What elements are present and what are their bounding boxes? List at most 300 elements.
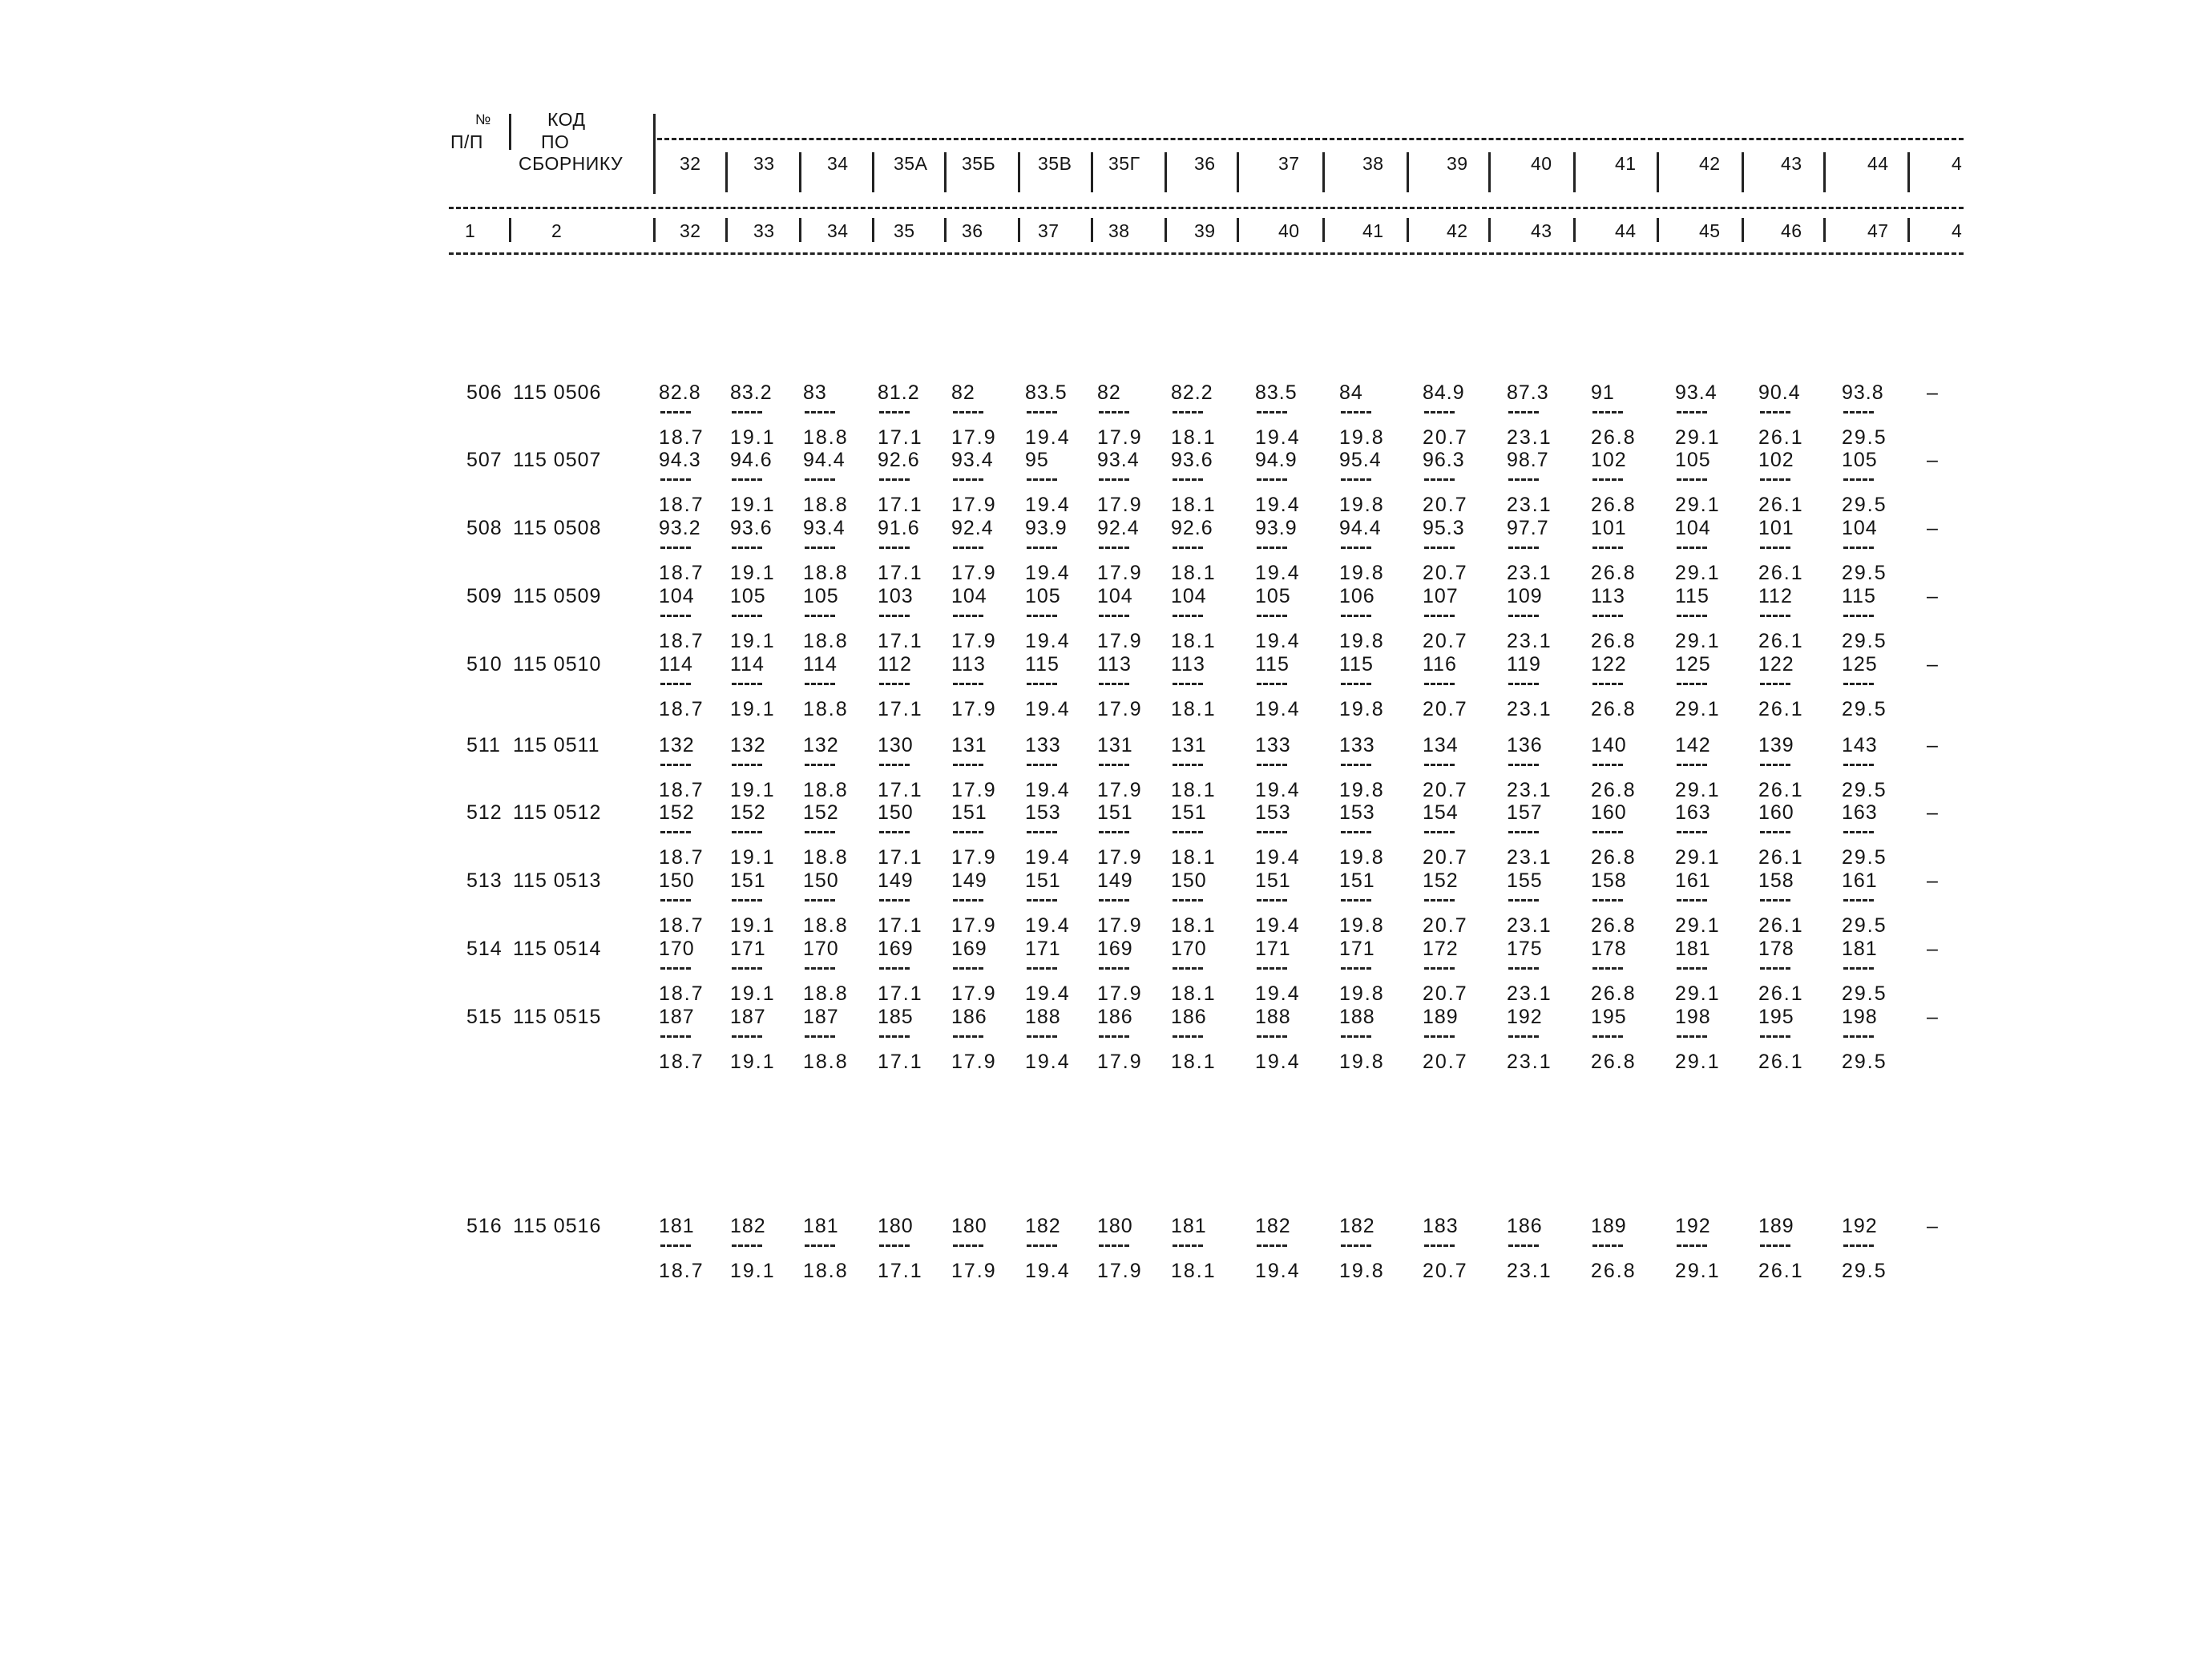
header-numcol-divider [1907, 218, 1910, 242]
cell-denominator: 18.1 [1171, 426, 1217, 449]
header-col-divider [1488, 152, 1491, 192]
fraction-line [732, 831, 762, 833]
fraction-line [1760, 764, 1790, 766]
cell-value: 195 [1591, 1006, 1627, 1028]
cell-value: 133 [1025, 734, 1061, 756]
fraction-line [1843, 478, 1874, 481]
fraction-line [1341, 899, 1371, 902]
cell-value: 131 [951, 734, 987, 756]
cell-value: 102 [1758, 449, 1794, 471]
cell-denominator: 19.4 [1255, 982, 1301, 1005]
cell-value: 169 [951, 938, 987, 960]
cell-denominator: 19.4 [1025, 1260, 1071, 1282]
cell-value: 84 [1339, 381, 1363, 404]
cell-value: 180 [878, 1215, 914, 1237]
cell-denominator: 20.7 [1423, 982, 1468, 1005]
cell-denominator: 19.4 [1255, 846, 1301, 869]
fraction-line [660, 683, 691, 685]
fraction-line [1424, 1035, 1455, 1038]
cell-value: 105 [1025, 585, 1061, 607]
header-col-7: 36 [1194, 153, 1216, 174]
cell-value: 93.4 [1675, 381, 1718, 404]
row-tail: – [1927, 585, 1938, 607]
fraction-line [1508, 478, 1539, 481]
cell-value: 158 [1758, 869, 1794, 892]
fraction-line [1843, 547, 1874, 549]
fraction-line [1843, 411, 1874, 413]
cell-value: 112 [1758, 585, 1793, 607]
header-col-divider [1237, 152, 1239, 192]
fraction-line [805, 764, 835, 766]
cell-denominator: 29.1 [1675, 426, 1721, 449]
cell-denominator: 23.1 [1507, 562, 1552, 584]
cell-denominator: 29.5 [1842, 779, 1887, 801]
cell-denominator: 17.9 [1097, 1051, 1143, 1073]
cell-value: 151 [730, 869, 766, 892]
header-numcol-6: 38 [1108, 220, 1130, 241]
cell-value: 130 [878, 734, 914, 756]
cell-value: 113 [1097, 653, 1132, 676]
header-col-9: 38 [1362, 153, 1384, 174]
fraction-line [953, 683, 983, 685]
cell-denominator: 18.1 [1171, 562, 1217, 584]
cell-value: 82 [1097, 381, 1121, 404]
fraction-line [1424, 411, 1455, 413]
cell-denominator: 29.5 [1842, 982, 1887, 1005]
cell-value: 125 [1842, 653, 1878, 676]
fraction-line [805, 899, 835, 902]
row-number: 512 [466, 801, 503, 824]
cell-value: 187 [659, 1006, 695, 1028]
cell-denominator: 23.1 [1507, 1260, 1552, 1282]
cell-value: 195 [1758, 1006, 1794, 1028]
cell-denominator: 19.4 [1255, 494, 1301, 516]
fraction-line [1099, 967, 1129, 970]
cell-value: 97.7 [1507, 517, 1549, 539]
cell-value: 90.4 [1758, 381, 1801, 404]
cell-denominator: 19.1 [730, 1051, 776, 1073]
cell-denominator: 19.4 [1025, 494, 1071, 516]
cell-denominator: 26.1 [1758, 494, 1804, 516]
header-numcol-divider [1322, 218, 1325, 242]
fraction-line [1341, 967, 1371, 970]
cell-value: 104 [659, 585, 695, 607]
cell-denominator: 20.7 [1423, 630, 1468, 652]
cell-denominator: 19.4 [1025, 630, 1071, 652]
fraction-line [732, 1244, 762, 1247]
cell-value: 154 [1423, 801, 1459, 824]
header-divider [509, 218, 511, 242]
header-numcol-divider [1237, 218, 1239, 242]
fraction-line [879, 547, 910, 549]
cell-value: 83.5 [1025, 381, 1068, 404]
row-code: 115 0506 [513, 381, 602, 404]
cell-value: 171 [730, 938, 766, 960]
cell-denominator: 19.4 [1025, 914, 1071, 937]
header-numcol-divider [1018, 218, 1020, 242]
fraction-line [660, 967, 691, 970]
cell-value: 91.6 [878, 517, 920, 539]
cell-value: 98.7 [1507, 449, 1549, 471]
fraction-line [1341, 1035, 1371, 1038]
fraction-line [1099, 831, 1129, 833]
cell-value: 109 [1507, 585, 1543, 607]
row-number: 506 [466, 381, 503, 404]
fraction-line [660, 478, 691, 481]
header-divider [653, 114, 656, 194]
cell-denominator: 18.1 [1171, 914, 1217, 937]
cell-denominator: 19.4 [1025, 562, 1071, 584]
cell-denominator: 18.1 [1171, 1260, 1217, 1282]
row-tail: – [1927, 381, 1938, 404]
cell-denominator: 29.1 [1675, 982, 1721, 1005]
header-numcol-5: 37 [1038, 220, 1060, 241]
fraction-line [1027, 547, 1057, 549]
col-number-label: № [475, 111, 491, 127]
cell-value: 182 [1339, 1215, 1375, 1237]
fraction-line [1677, 478, 1707, 481]
fraction-line [953, 1035, 983, 1038]
fraction-line [660, 615, 691, 617]
cell-value: 101 [1758, 517, 1794, 539]
cell-denominator: 26.8 [1591, 562, 1637, 584]
cell-denominator: 29.5 [1842, 494, 1887, 516]
fraction-line [1257, 683, 1287, 685]
cell-denominator: 19.1 [730, 562, 776, 584]
cell-value: 192 [1842, 1215, 1878, 1237]
cell-value: 183 [1423, 1215, 1459, 1237]
cell-denominator: 29.5 [1842, 562, 1887, 584]
fraction-line [1508, 1035, 1539, 1038]
fraction-line [1677, 547, 1707, 549]
cell-denominator: 19.4 [1255, 562, 1301, 584]
fraction-line [1424, 615, 1455, 617]
cell-denominator: 17.9 [951, 914, 997, 937]
cell-value: 189 [1591, 1215, 1627, 1237]
cell-value: 151 [1025, 869, 1061, 892]
fraction-line [1027, 683, 1057, 685]
header-col-divider [1165, 152, 1167, 192]
fraction-line [660, 899, 691, 902]
cell-value: 131 [1171, 734, 1207, 756]
cell-value: 107 [1423, 585, 1459, 607]
cell-value: 198 [1675, 1006, 1711, 1028]
cell-value: 94.9 [1255, 449, 1298, 471]
header-rule [449, 207, 1964, 209]
fraction-line [1099, 615, 1129, 617]
cell-value: 189 [1758, 1215, 1794, 1237]
cell-value: 104 [1171, 585, 1207, 607]
cell-value: 113 [1171, 653, 1205, 676]
fraction-line [1677, 1244, 1707, 1247]
cell-denominator: 23.1 [1507, 1051, 1552, 1073]
cell-value: 157 [1507, 801, 1543, 824]
cell-denominator: 29.1 [1675, 630, 1721, 652]
cell-value: 149 [878, 869, 914, 892]
cell-value: 93.2 [659, 517, 701, 539]
fraction-line [1843, 1035, 1874, 1038]
cell-denominator: 18.1 [1171, 779, 1217, 801]
cell-value: 115 [1255, 653, 1290, 676]
cell-denominator: 17.1 [878, 630, 923, 652]
fraction-line [805, 683, 835, 685]
row-tail: – [1927, 869, 1938, 892]
fraction-line [879, 683, 910, 685]
fraction-line [805, 547, 835, 549]
cell-value: 115 [1842, 585, 1876, 607]
fraction-line [1677, 615, 1707, 617]
fraction-line [953, 411, 983, 413]
fraction-line [1027, 478, 1057, 481]
cell-denominator: 26.8 [1591, 698, 1637, 720]
cell-value: 188 [1339, 1006, 1375, 1028]
fraction-line [953, 764, 983, 766]
cell-denominator: 18.8 [803, 1260, 849, 1282]
header-numcol-divider [799, 218, 801, 242]
fraction-line [1173, 683, 1203, 685]
fraction-line [1257, 478, 1287, 481]
cell-value: 95 [1025, 449, 1049, 471]
fraction-line [879, 899, 910, 902]
cell-denominator: 17.1 [878, 562, 923, 584]
cell-denominator: 20.7 [1423, 914, 1468, 937]
cell-value: 94.4 [1339, 517, 1382, 539]
cell-value: 150 [659, 869, 695, 892]
fraction-line [1257, 1244, 1287, 1247]
row-code: 115 0510 [513, 653, 602, 676]
cell-value: 105 [803, 585, 839, 607]
cell-denominator: 18.7 [659, 630, 704, 652]
cell-denominator: 17.9 [951, 982, 997, 1005]
cell-value: 150 [1171, 869, 1207, 892]
header-col-4: 35Б [962, 153, 996, 174]
row-number: 507 [466, 449, 503, 471]
cell-value: 132 [730, 734, 766, 756]
cell-value: 82 [951, 381, 975, 404]
cell-value: 122 [1758, 653, 1794, 676]
fraction-line [1508, 547, 1539, 549]
cell-denominator: 26.8 [1591, 914, 1637, 937]
header-col-14: 43 [1781, 153, 1802, 174]
header-numcol-divider [1573, 218, 1576, 242]
cell-value: 115 [1025, 653, 1060, 676]
cell-denominator: 23.1 [1507, 846, 1552, 869]
cell-denominator: 18.7 [659, 1260, 704, 1282]
cell-denominator: 20.7 [1423, 698, 1468, 720]
cell-value: 151 [951, 801, 987, 824]
cell-value: 151 [1097, 801, 1133, 824]
row-tail: – [1927, 1006, 1938, 1028]
cell-value: 93.4 [803, 517, 846, 539]
cell-denominator: 26.1 [1758, 426, 1804, 449]
fraction-line [1843, 899, 1874, 902]
header-col-divider [799, 152, 801, 192]
cell-denominator: 19.4 [1255, 1051, 1301, 1073]
cell-denominator: 26.1 [1758, 562, 1804, 584]
col-number-label-2: П/П [450, 131, 483, 152]
fraction-line [1508, 615, 1539, 617]
fraction-line [953, 967, 983, 970]
fraction-line [1424, 1244, 1455, 1247]
row-code: 115 0509 [513, 585, 602, 607]
fraction-line [1677, 1035, 1707, 1038]
cell-denominator: 18.8 [803, 1051, 849, 1073]
fraction-line [1843, 683, 1874, 685]
row-tail: – [1927, 801, 1938, 824]
cell-value: 95.3 [1423, 517, 1465, 539]
header-col-divider [1907, 152, 1910, 192]
cell-value: 94.3 [659, 449, 701, 471]
fraction-line [1257, 899, 1287, 902]
cell-denominator: 20.7 [1423, 846, 1468, 869]
cell-denominator: 20.7 [1423, 1051, 1468, 1073]
cell-denominator: 17.9 [1097, 1260, 1143, 1282]
cell-value: 92.4 [951, 517, 994, 539]
cell-value: 192 [1675, 1215, 1711, 1237]
cell-denominator: 17.9 [951, 779, 997, 801]
cell-value: 142 [1675, 734, 1711, 756]
fraction-line [1099, 1035, 1129, 1038]
cell-value: 122 [1591, 653, 1627, 676]
cell-value: 150 [803, 869, 839, 892]
fraction-line [1027, 411, 1057, 413]
cell-denominator: 18.8 [803, 846, 849, 869]
fraction-line [1257, 831, 1287, 833]
header-numcol-13: 45 [1699, 220, 1721, 241]
row-number: 511 [466, 734, 501, 756]
cell-denominator: 17.9 [951, 630, 997, 652]
header-col-divider [1091, 152, 1093, 192]
cell-value: 104 [951, 585, 987, 607]
cell-denominator: 20.7 [1423, 426, 1468, 449]
cell-denominator: 17.1 [878, 982, 923, 1005]
cell-value: 163 [1675, 801, 1711, 824]
fraction-line [1760, 478, 1790, 481]
cell-denominator: 23.1 [1507, 982, 1552, 1005]
cell-denominator: 18.8 [803, 494, 849, 516]
cell-denominator: 17.1 [878, 1260, 923, 1282]
cell-value: 158 [1591, 869, 1627, 892]
fraction-line [805, 1244, 835, 1247]
fraction-line [805, 478, 835, 481]
fraction-line [1508, 411, 1539, 413]
fraction-line [660, 1035, 691, 1038]
cell-denominator: 26.8 [1591, 630, 1637, 652]
cell-denominator: 19.1 [730, 982, 776, 1005]
col-code-label-3: СБОРНИКУ [519, 153, 624, 174]
cell-denominator: 18.8 [803, 562, 849, 584]
cell-denominator: 29.1 [1675, 1051, 1721, 1073]
cell-value: 178 [1591, 938, 1627, 960]
cell-value: 182 [1255, 1215, 1291, 1237]
cell-denominator: 19.8 [1339, 494, 1385, 516]
fraction-line [953, 547, 983, 549]
cell-denominator: 19.1 [730, 779, 776, 801]
cell-denominator: 17.1 [878, 779, 923, 801]
cell-value: 171 [1339, 938, 1375, 960]
cell-denominator: 17.1 [878, 914, 923, 937]
cell-value: 150 [878, 801, 914, 824]
cell-value: 92.4 [1097, 517, 1140, 539]
fraction-line [1257, 967, 1287, 970]
cell-denominator: 19.4 [1025, 698, 1071, 720]
fraction-line [1173, 899, 1203, 902]
cell-value: 132 [659, 734, 695, 756]
fraction-line [1099, 899, 1129, 902]
fraction-line [1424, 547, 1455, 549]
cell-denominator: 19.4 [1255, 426, 1301, 449]
cell-value: 178 [1758, 938, 1794, 960]
cell-value: 175 [1507, 938, 1543, 960]
row-number: 514 [466, 938, 503, 960]
fraction-line [1027, 1035, 1057, 1038]
header-numcol-divider [1407, 218, 1409, 242]
cell-denominator: 29.1 [1675, 494, 1721, 516]
header-numcol-12: 44 [1615, 220, 1637, 241]
cell-value: 105 [1842, 449, 1878, 471]
cell-denominator: 18.1 [1171, 630, 1217, 652]
cell-denominator: 17.9 [951, 562, 997, 584]
fraction-line [732, 967, 762, 970]
cell-denominator: 18.1 [1171, 982, 1217, 1005]
cell-denominator: 18.8 [803, 630, 849, 652]
fraction-line [732, 899, 762, 902]
cell-denominator: 23.1 [1507, 494, 1552, 516]
fraction-line [660, 411, 691, 413]
header-col-divider [1322, 152, 1325, 192]
fraction-line [1592, 478, 1623, 481]
fraction-line [1592, 967, 1623, 970]
fraction-line [1760, 411, 1790, 413]
fraction-line [1099, 547, 1129, 549]
cell-value: 151 [1339, 869, 1375, 892]
cell-value: 113 [951, 653, 986, 676]
cell-denominator: 18.7 [659, 494, 704, 516]
cell-denominator: 18.7 [659, 982, 704, 1005]
cell-denominator: 18.7 [659, 562, 704, 584]
cell-value: 95.4 [1339, 449, 1382, 471]
fraction-line [879, 478, 910, 481]
cell-denominator: 19.4 [1255, 630, 1301, 652]
fraction-line [1099, 764, 1129, 766]
fraction-line [1257, 547, 1287, 549]
fraction-line [1677, 764, 1707, 766]
row-code: 115 0516 [513, 1215, 602, 1237]
cell-value: 113 [1591, 585, 1625, 607]
header-numcol-9: 41 [1362, 220, 1384, 241]
header-numcol-4: 36 [962, 220, 983, 241]
fraction-line [879, 831, 910, 833]
cell-denominator: 19.8 [1339, 630, 1385, 652]
cell-value: 153 [1255, 801, 1291, 824]
fraction-line [660, 1244, 691, 1247]
fraction-line [1173, 1035, 1203, 1038]
cell-value: 186 [951, 1006, 987, 1028]
cell-denominator: 19.4 [1255, 698, 1301, 720]
fraction-line [1173, 967, 1203, 970]
cell-value: 152 [730, 801, 766, 824]
fraction-line [953, 1244, 983, 1247]
cell-denominator: 26.1 [1758, 779, 1804, 801]
row-code: 115 0512 [513, 801, 602, 824]
cell-denominator: 19.4 [1255, 1260, 1301, 1282]
fraction-line [1099, 478, 1129, 481]
cell-denominator: 26.1 [1758, 982, 1804, 1005]
fraction-line [732, 683, 762, 685]
cell-value: 163 [1842, 801, 1878, 824]
cell-value: 143 [1842, 734, 1878, 756]
cell-value: 93.4 [951, 449, 994, 471]
